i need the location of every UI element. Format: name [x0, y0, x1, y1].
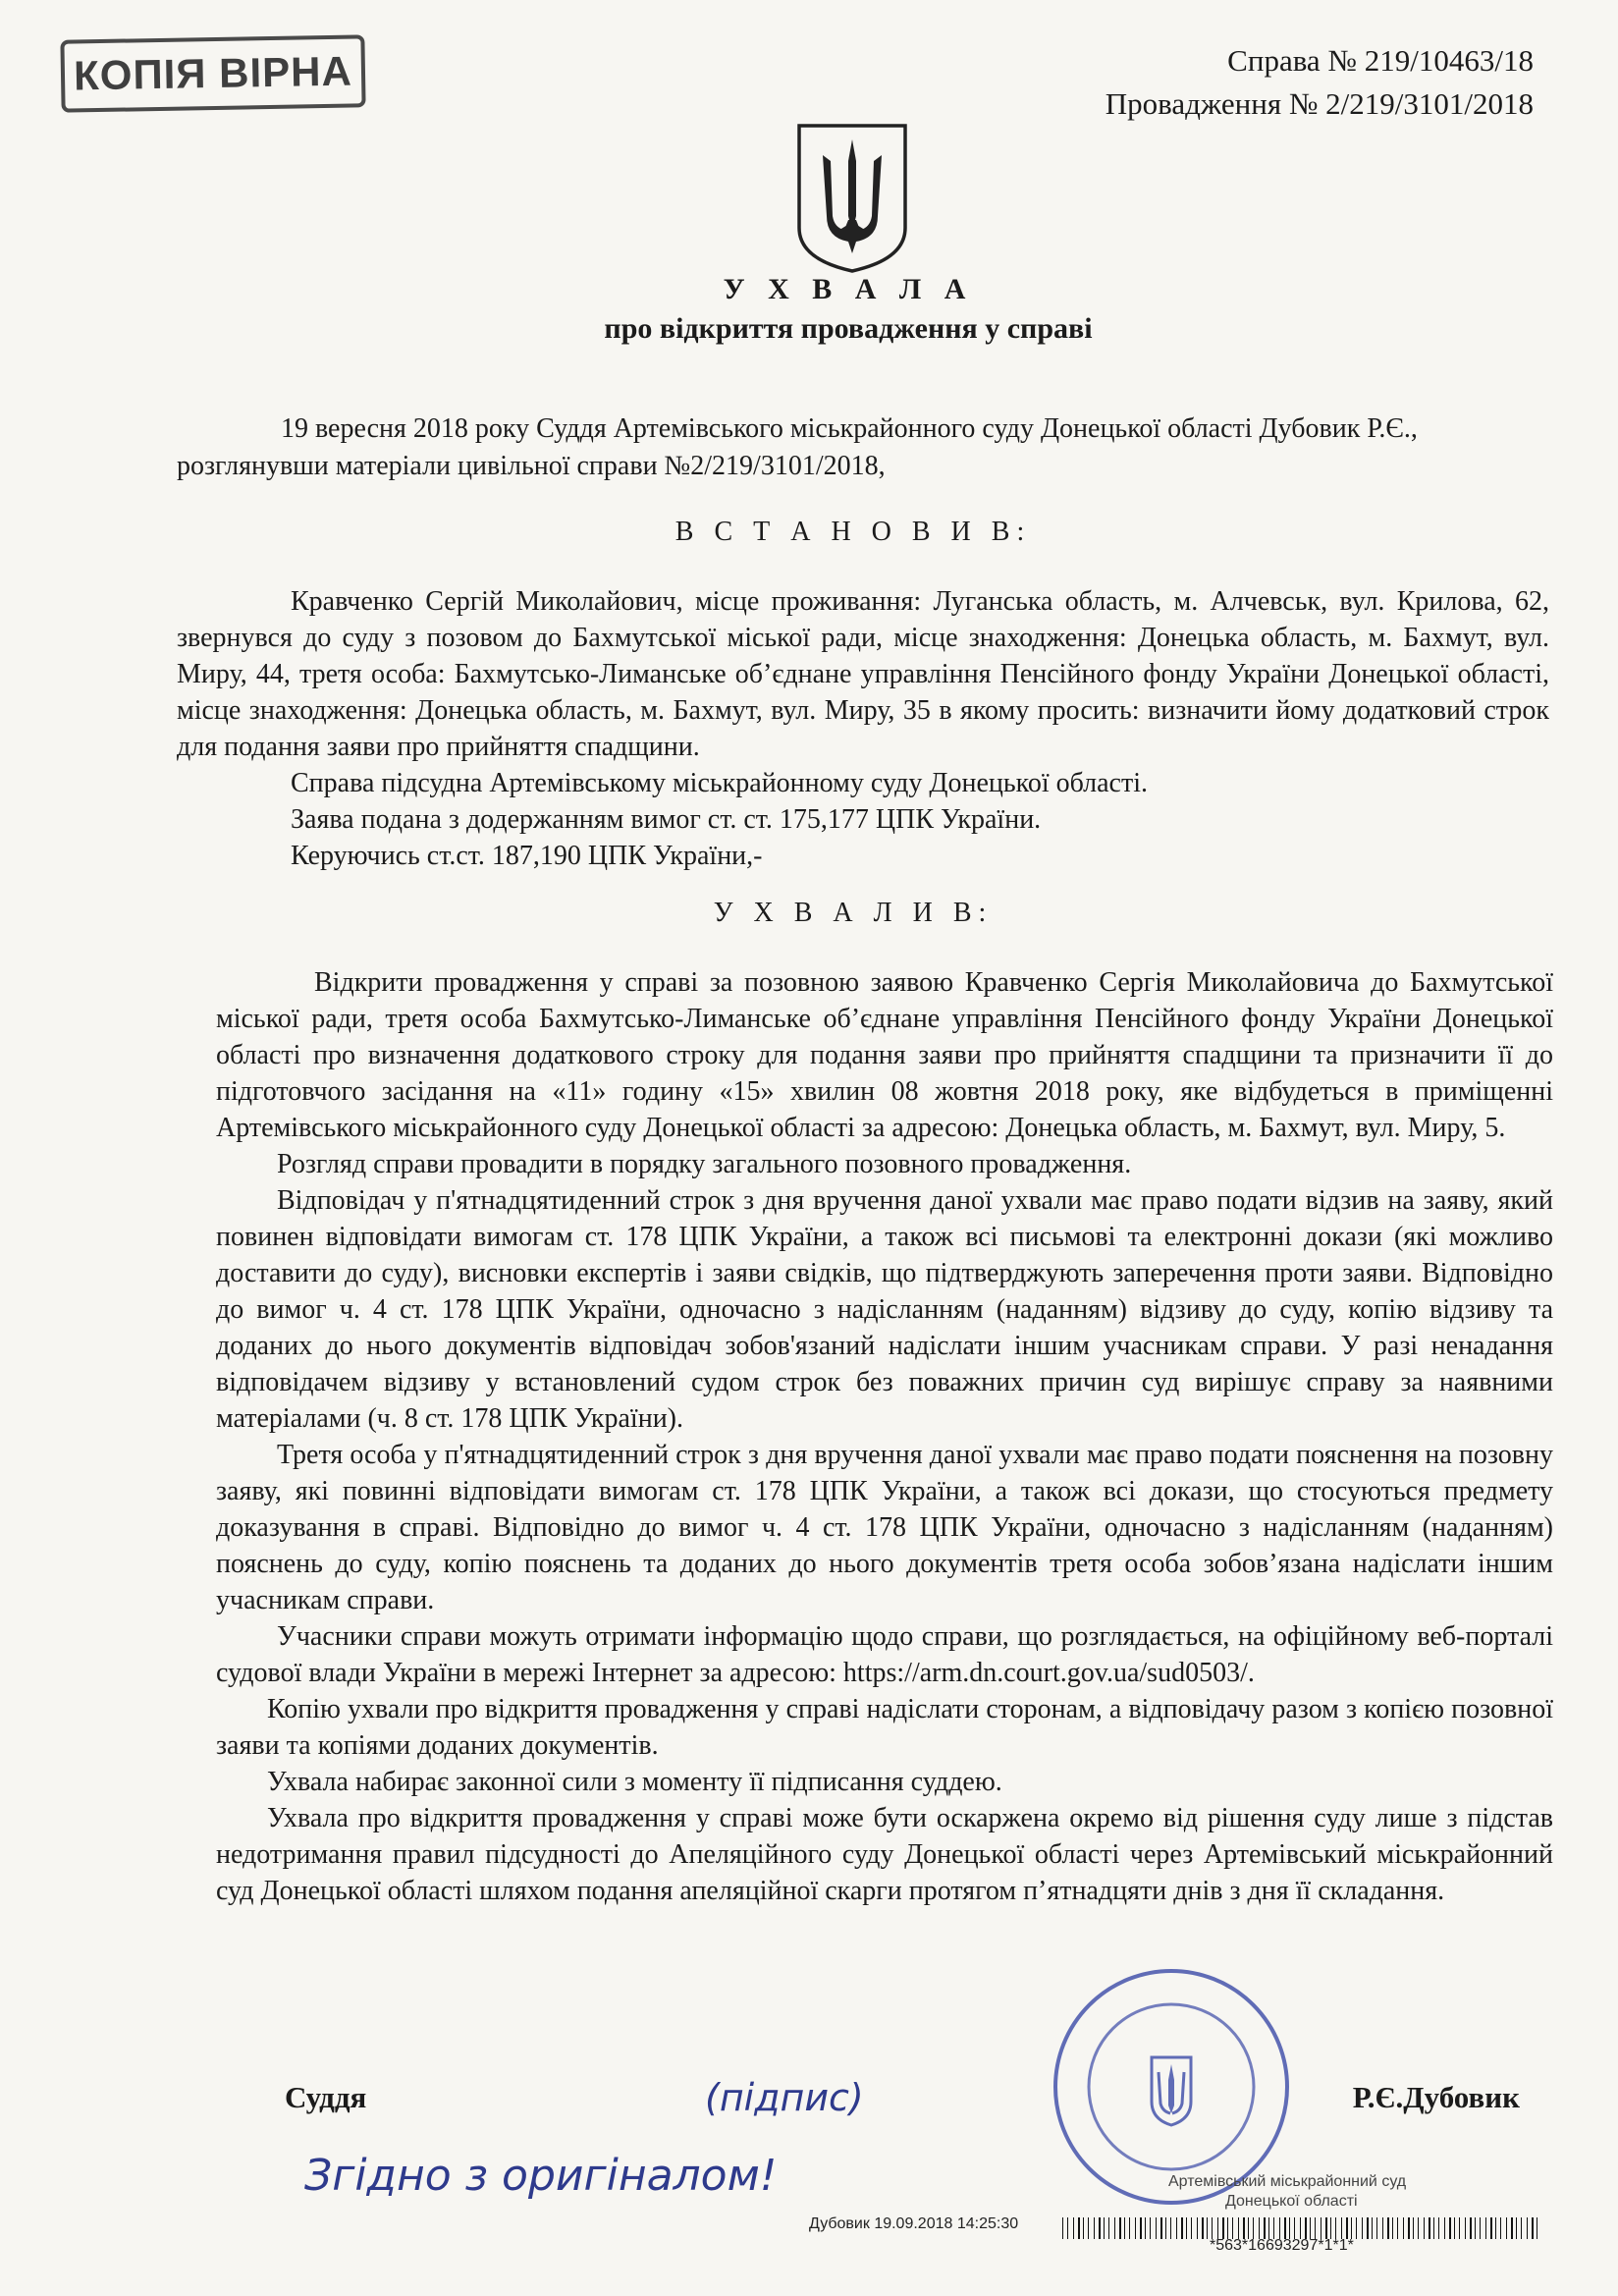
judge-name: Р.Є.Дубовик [1352, 2080, 1520, 2114]
decided-heading: У Х В А Л И В: [713, 898, 994, 928]
decided-section [216, 964, 1553, 1909]
decided-paragraph: Відповідач у п'ятнадцятиденний строк з дня вручення даної ухвали має право подати відзив на заяву, який повинен відповідати вимогам ст. 178 ЦПК України, а також всі письмові та електронні докази (які можливо доставити до суду), висновки експертів і заяви свідків, що підтверджують заперечення проти заяви. Відповідно до вимог ч. 4 ст. 178 ЦПК України, одночасно з надісланням (наданням) відзиву до суду, копію відзиву та доданих до нього документів відповідач зобов'язаний надіслати іншим учасникам справи. У разі ненадання відповідачем відзиву у встановлений судом строк без поважних причин суд вирішує справу за наявними матеріалами (ч. 8 ст. 178 ЦПК України). [216, 1185, 1553, 1434]
established-section [177, 583, 1549, 874]
decided-paragraph: Відкрити провадження у справі за позовною заявою Кравченко Сергія Миколайовича до Бахмутської міської ради, третя особа Бахмутсько-Лиманське об’єднане управління Пенсійного фонду України Донецької області про визначення додаткового строку для подання заяви про прийняття спадщини та призначити її до підготовчого засідання на «11» годину «15» хвилин 08 жовтня 2018 року, яке відбудеться в приміщенні Артемівського міськрайонного суду Донецької області за адресою: Донецька область, м. Бахмут, вул. Миру, 5. [216, 967, 1553, 1143]
established-paragraph: Керуючись ст.ст. 187,190 ЦПК України,- [291, 841, 763, 871]
intro-paragraph [177, 410, 1551, 485]
case-number: Справа № 219/10463/18 [1227, 43, 1534, 78]
decided-paragraph: Копію ухвали про відкриття провадження у справі надіслати сторонам, а відповідачу разом з копією позовної заяви та копіями доданих документів. [216, 1694, 1553, 1761]
handwritten-true-copy-note: Згідно з оригіналом! [304, 2151, 778, 2201]
coat-of-arms-icon [793, 122, 911, 275]
signature-row [285, 2080, 1520, 2129]
decided-paragraph: Учасники справи можуть отримати інформацію щодо справи, що розглядається, на офіційному веб-порталі судової влади України в мережі Інтернет за адресою: https://arm.dn.court.gov.ua/sud0503/. [216, 1621, 1553, 1688]
judge-label: Суддя [285, 2080, 367, 2114]
document-subtitle: про відкриття провадження у справі [604, 312, 1093, 345]
established-heading: В С Т А Н О В И В: [674, 517, 1032, 547]
signer-timestamp: Дубовик 19.09.2018 14:25:30 [809, 2215, 1019, 2232]
decided-paragraph: Ухвала набирає законної сили з моменту її підписання суддею. [267, 1767, 1002, 1797]
decided-paragraph: Третя особа у п'ятнадцятиденний строк з дня вручення даної ухвали має право подати пояснення на позовну заяву, які повинні відповідати вимогам ст. 178 ЦПК України, а також всі докази, що стосуються предмету доказування в справі. Відповідно до вимог ч. 4 ст. 178 ЦПК України, одночасно з надісланням (наданням) пояснень до суду, копію пояснень та доданих до нього документів третя особа зобов’язана надіслати іншим учасникам справи. [216, 1440, 1553, 1615]
copy-stamp-label: КОПІЯ ВІРНА [73, 47, 353, 99]
decided-paragraph: Розгляд справи провадити в порядку загального позовного провадження. [277, 1149, 1132, 1179]
seal-caption-line: Артемівський міськрайонний суд [1168, 2173, 1407, 2190]
proceeding-number: Провадження № 2/219/3101/2018 [1105, 86, 1534, 121]
barcode-icon [1062, 2217, 1543, 2239]
copy-certified-stamp [60, 34, 365, 112]
case-numbers [1106, 39, 1534, 126]
established-paragraph: Заява подана з додержанням вимог ст. ст. 175,177 ЦПК України. [291, 804, 1042, 835]
intro-text: 19 вересня 2018 року Суддя Артемівського міськрайонного суду Донецької області Дубовик Р.Є., розглянувши матеріали цивільної справи №2/219/3101/2018, [177, 413, 1418, 481]
established-paragraph: Кравченко Сергій Миколайович, місце проживання: Луганська область, м. Алчевськ, вул. Крилова, 62, звернувся до суду з позовом до Бахмутської міської ради, місце знаходження: Донецька область, м. Бахмут, вул. Миру, 44, третя особа: Бахмутсько-Лиманське об’єднане управління Пенсійного фонду України Донецької області, місце знаходження: Донецька область, м. Бахмут, вул. Миру, 35 в якому просить: визначити йому додатковий строк для подання заяви про прийняття спадщини. [177, 586, 1549, 762]
seal-caption-line: Донецької області [1225, 2193, 1358, 2210]
barcode-text: *563*16693297*1*1* [1210, 2237, 1354, 2254]
decided-paragraph: Ухвала про відкриття провадження у справі може бути оскаржена окремо від рішення суду лише з підстав недотримання правил підсудності до Апеляційного суду Донецької області через Артемівський міськрайонний суд Донецької області шляхом подання апеляційної скарги протягом п’ятнадцяти днів з дня її складання. [216, 1803, 1553, 1906]
established-paragraph: Справа підсудна Артемівському міськрайонному суду Донецької області. [291, 768, 1148, 798]
seal-caption [1168, 2172, 1406, 2212]
document-title: У Х В А Л А [723, 273, 974, 305]
handwritten-signature-note: (підпис) [705, 2076, 864, 2119]
